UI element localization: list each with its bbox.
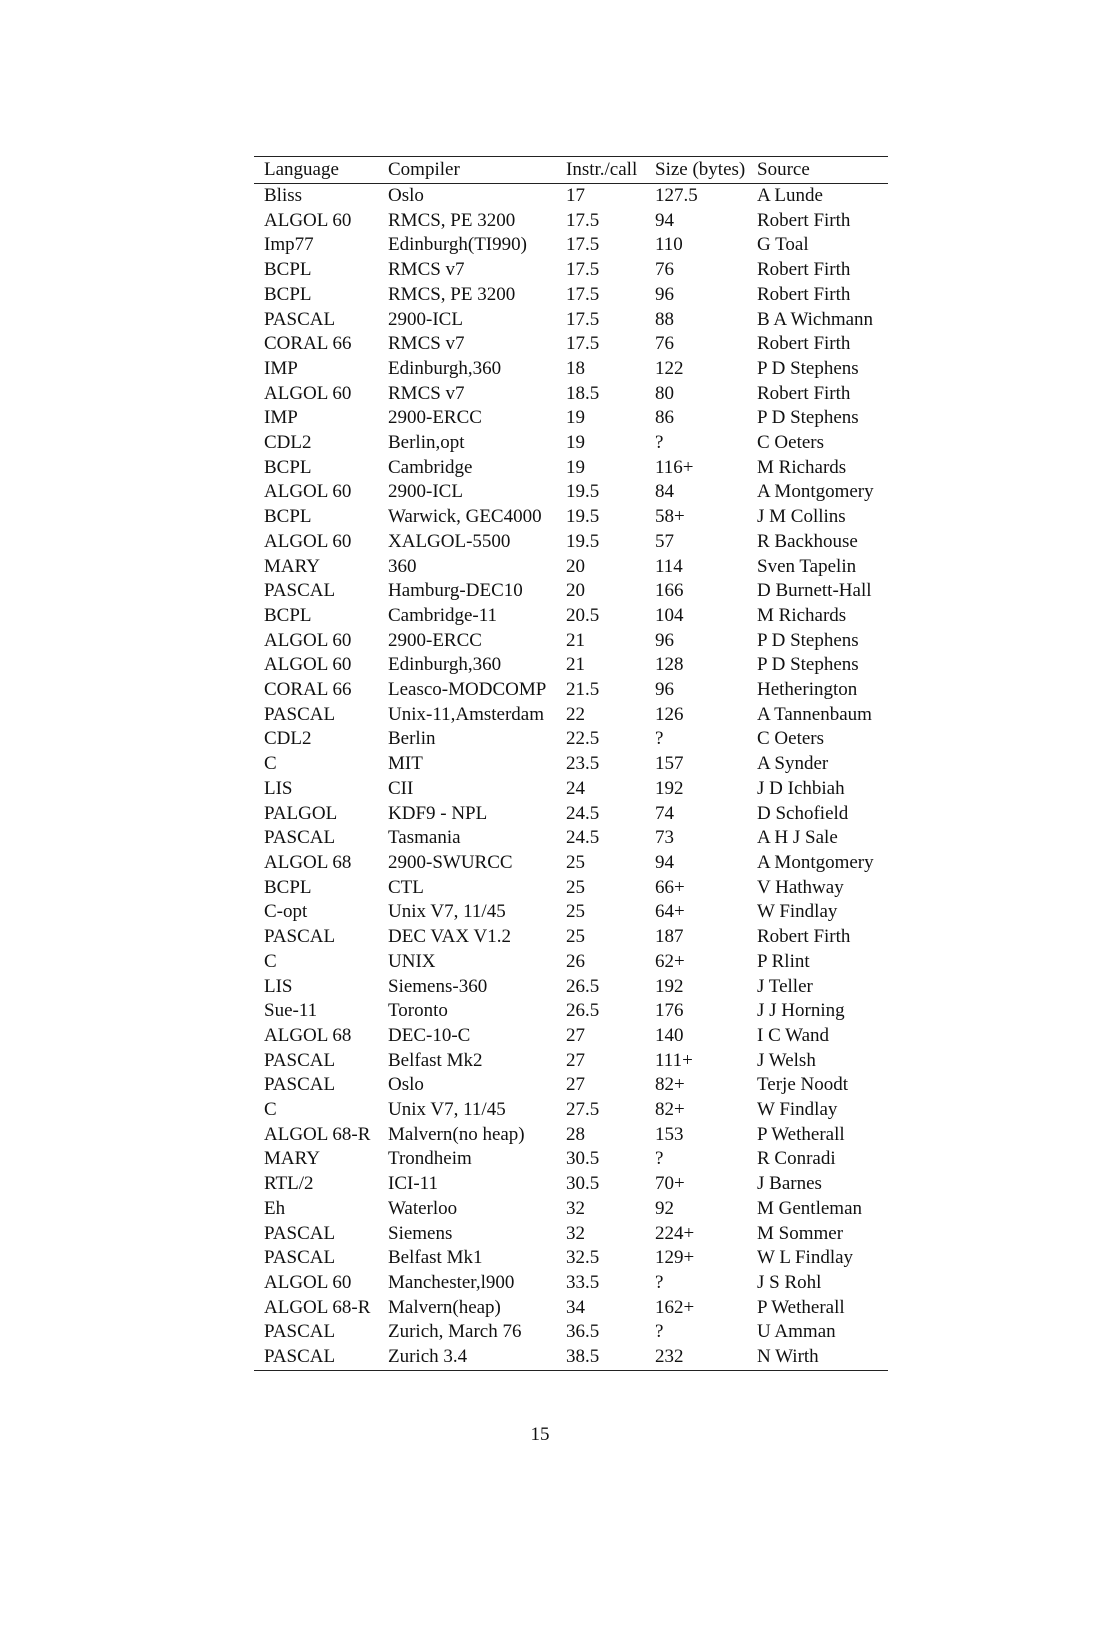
cell-source: J Teller [757,975,813,997]
cell-instr-per-call: 17.5 [566,333,600,355]
cell-size-bytes: ? [655,432,664,454]
cell-language: ALGOL 60 [264,209,352,231]
table-row [254,1320,888,1345]
cell-compiler: Unix V7, 11/45 [388,1099,506,1121]
cell-size-bytes: 94 [655,209,674,231]
cell-compiler: Hamburg-DEC10 [388,580,523,602]
cell-source: A Lunde [757,185,823,206]
cell-compiler: Edinburgh(TI990) [388,234,527,256]
cell-source: J Barnes [757,1173,822,1195]
cell-size-bytes: 126 [655,703,684,725]
cell-source: J Welsh [757,1049,816,1071]
cell-size-bytes: 76 [655,333,674,355]
cell-size-bytes: ? [655,1321,664,1343]
cell-language: CDL2 [264,432,312,454]
cell-instr-per-call: 24 [566,777,585,799]
cell-instr-per-call: 22.5 [566,728,600,750]
cell-language: Imp77 [264,234,314,256]
cell-source: P Wetherall [757,1296,845,1318]
cell-instr-per-call: 21 [566,629,585,651]
table-row [254,1197,888,1222]
cell-compiler: Zurich, March 76 [388,1321,522,1343]
cell-compiler: Trondheim [388,1148,472,1170]
cell-source: D Schofield [757,802,849,824]
table-row [254,1345,888,1370]
cell-size-bytes: 76 [655,259,674,281]
cell-instr-per-call: 17.5 [566,283,600,305]
cell-size-bytes: 70+ [655,1173,685,1195]
cell-instr-per-call: 20 [566,555,585,577]
header-language: Language [264,158,339,180]
cell-language: IMP [264,357,298,379]
cell-language: PASCAL [264,1074,336,1096]
cell-source: R Conradi [757,1148,836,1170]
cell-language: Eh [264,1197,286,1219]
table-row [254,382,888,407]
cell-language: BCPL [264,283,312,305]
cell-size-bytes: 82+ [655,1099,685,1121]
table-row [254,1172,888,1197]
cell-size-bytes: 84 [655,481,674,503]
cell-source: D Burnett-Hall [757,580,872,602]
compiler-comparison-table-container [254,156,888,1371]
cell-compiler: MIT [388,753,423,775]
cell-size-bytes: 129+ [655,1247,695,1269]
cell-language: PASCAL [264,1049,336,1071]
cell-source: A H J Sale [757,827,838,849]
cell-language: C [264,1099,277,1121]
cell-source: J S Rohl [757,1271,822,1293]
cell-size-bytes: 127.5 [655,185,698,206]
cell-source: J M Collins [757,506,846,528]
cell-language: LIS [264,777,293,799]
cell-source: M Gentleman [757,1197,863,1219]
cell-size-bytes: 110 [655,234,683,256]
table-row [254,678,888,703]
cell-language: PASCAL [264,580,336,602]
cell-instr-per-call: 27 [566,1049,585,1071]
table-row [254,752,888,777]
cell-language: PASCAL [264,827,336,849]
cell-language: C-opt [264,901,308,923]
cell-source: G Toal [757,234,809,256]
cell-language: C [264,950,277,972]
cell-compiler: Unix V7, 11/45 [388,901,506,923]
cell-compiler: Tasmania [388,827,461,849]
table-row [254,406,888,431]
cell-instr-per-call: 38.5 [566,1346,600,1368]
cell-instr-per-call: 19.5 [566,530,600,552]
table-row [254,1147,888,1172]
cell-language: BCPL [264,876,312,898]
cell-compiler: Malvern(no heap) [388,1123,525,1145]
cell-compiler: Belfast Mk1 [388,1247,483,1269]
cell-instr-per-call: 18 [566,357,585,379]
cell-instr-per-call: 30.5 [566,1148,600,1170]
cell-size-bytes: 82+ [655,1074,685,1096]
cell-source: Sven Tapelin [757,555,857,577]
cell-size-bytes: 94 [655,851,674,873]
cell-compiler: 2900-SWURCC [388,851,513,873]
cell-source: A Montgomery [757,481,874,503]
cell-compiler: Edinburgh,360 [388,654,502,676]
cell-language: CORAL 66 [264,679,352,701]
table-row [254,357,888,382]
cell-compiler: ICI-11 [388,1173,438,1195]
cell-compiler: RMCS, PE 3200 [388,209,516,231]
cell-instr-per-call: 18.5 [566,382,600,404]
table-row [254,579,888,604]
cell-source: A Tannenbaum [757,703,872,725]
cell-source: N Wirth [757,1346,819,1368]
table-row [254,1222,888,1247]
cell-compiler: XALGOL-5500 [388,530,511,552]
cell-compiler: Malvern(heap) [388,1296,501,1318]
cell-size-bytes: 176 [655,1000,684,1022]
cell-compiler: 360 [388,555,417,577]
cell-source: Terje Noodt [757,1074,849,1096]
cell-compiler: 2900-ICL [388,308,463,330]
cell-compiler: Belfast Mk2 [388,1049,483,1071]
cell-size-bytes: 66+ [655,876,685,898]
cell-instr-per-call: 25 [566,876,585,898]
header-instr-per-call: Instr./call [566,158,638,180]
cell-language: ALGOL 60 [264,530,352,552]
cell-source: C Oeters [757,728,825,750]
cell-language: IMP [264,407,298,429]
cell-compiler: Waterloo [388,1197,458,1219]
table-row [254,1246,888,1271]
cell-instr-per-call: 25 [566,901,585,923]
cell-size-bytes: 62+ [655,950,685,972]
cell-instr-per-call: 20.5 [566,604,600,626]
cell-language: ALGOL 60 [264,481,352,503]
cell-instr-per-call: 32.5 [566,1247,600,1269]
cell-size-bytes: 232 [655,1346,684,1368]
cell-compiler: RMCS v7 [388,333,465,355]
cell-compiler: 2900-ICL [388,481,463,503]
cell-language: C [264,753,277,775]
cell-source: P Wetherall [757,1123,845,1145]
cell-language: MARY [264,555,320,577]
cell-instr-per-call: 26.5 [566,1000,600,1022]
cell-instr-per-call: 26 [566,950,585,972]
cell-source: B A Wichmann [757,308,874,330]
cell-instr-per-call: 25 [566,926,585,948]
cell-size-bytes: 114 [655,555,683,577]
cell-source: M Richards [757,604,847,626]
cell-size-bytes: ? [655,728,664,750]
cell-compiler: 2900-ERCC [388,629,482,651]
cell-compiler: DEC VAX V1.2 [388,926,511,948]
table-row [254,209,888,234]
table-row [254,975,888,1000]
cell-source: P Rlint [757,950,810,972]
cell-language: PASCAL [264,1222,336,1244]
cell-instr-per-call: 24.5 [566,827,600,849]
cell-instr-per-call: 27 [566,1024,585,1046]
cell-compiler: RMCS v7 [388,382,465,404]
table-row [254,258,888,283]
cell-source: A Montgomery [757,851,874,873]
cell-language: Sue-11 [264,1000,318,1022]
cell-instr-per-call: 19 [566,432,585,454]
cell-size-bytes: 104 [655,604,684,626]
cell-compiler: Siemens-360 [388,975,488,997]
cell-source: C Oeters [757,432,825,454]
cell-source: U Amman [757,1321,836,1343]
cell-instr-per-call: 34 [566,1296,585,1318]
cell-source: Robert Firth [757,283,851,305]
cell-size-bytes: 57 [655,530,674,552]
cell-compiler: RMCS v7 [388,259,465,281]
cell-source: P D Stephens [757,407,859,429]
cell-source: J D Ichbiah [757,777,845,799]
compiler-comparison-table [254,156,888,1371]
cell-instr-per-call: 17.5 [566,234,600,256]
cell-compiler: Manchester,l900 [388,1271,515,1293]
cell-language: ALGOL 68 [264,1024,352,1046]
cell-instr-per-call: 32 [566,1222,585,1244]
cell-compiler: Oslo [388,1074,424,1096]
cell-instr-per-call: 25 [566,851,585,873]
cell-size-bytes: 88 [655,308,674,330]
table-row [254,1271,888,1296]
cell-size-bytes: 96 [655,629,674,651]
cell-instr-per-call: 22 [566,703,585,725]
cell-language: CORAL 66 [264,333,352,355]
cell-compiler: RMCS, PE 3200 [388,283,516,305]
cell-language: PASCAL [264,1247,336,1269]
table-row [254,530,888,555]
table-row [254,802,888,827]
cell-language: ALGOL 60 [264,382,352,404]
table-row [254,555,888,580]
cell-instr-per-call: 30.5 [566,1173,600,1195]
cell-language: ALGOL 68 [264,851,352,873]
cell-language: BCPL [264,604,312,626]
cell-size-bytes: 153 [655,1123,684,1145]
header-size-bytes: Size (bytes) [655,158,746,180]
cell-compiler: Cambridge-11 [388,604,498,626]
cell-language: RTL/2 [264,1173,314,1195]
cell-size-bytes: 73 [655,827,674,849]
table-row [254,826,888,851]
cell-size-bytes: 187 [655,926,684,948]
cell-source: R Backhouse [757,530,858,552]
cell-language: ALGOL 60 [264,654,352,676]
cell-size-bytes: 74 [655,802,674,824]
cell-size-bytes: 80 [655,382,674,404]
cell-compiler: Unix-11,Amsterdam [388,703,545,725]
cell-source: M Richards [757,456,847,478]
cell-compiler: CII [388,777,414,799]
cell-size-bytes: 162+ [655,1296,695,1318]
cell-compiler: 2900-ERCC [388,407,482,429]
cell-size-bytes: 96 [655,283,674,305]
cell-language: PASCAL [264,308,336,330]
cell-language: ALGOL 60 [264,1271,352,1293]
cell-size-bytes: 166 [655,580,684,602]
cell-source: Robert Firth [757,333,851,355]
cell-source: J J Horning [757,1000,845,1022]
cell-language: PASCAL [264,1346,336,1368]
table-row [254,876,888,901]
cell-instr-per-call: 17 [566,185,585,206]
table-row [254,1296,888,1321]
cell-language: CDL2 [264,728,312,750]
cell-compiler: DEC-10-C [388,1024,471,1046]
cell-source: W L Findlay [757,1247,854,1269]
cell-instr-per-call: 17.5 [566,259,600,281]
cell-instr-per-call: 17.5 [566,209,600,231]
table-row [254,1073,888,1098]
header-source: Source [757,158,810,180]
cell-language: ALGOL 68-R [264,1296,371,1318]
table-row [254,999,888,1024]
cell-source: M Sommer [757,1222,844,1244]
cell-size-bytes: 64+ [655,901,685,923]
cell-language: MARY [264,1148,320,1170]
cell-instr-per-call: 26.5 [566,975,600,997]
cell-size-bytes: 92 [655,1197,674,1219]
table-row [254,703,888,728]
cell-instr-per-call: 23.5 [566,753,600,775]
cell-compiler: Leasco-MODCOMP [388,679,547,701]
cell-source: Robert Firth [757,926,851,948]
table-row [254,1024,888,1049]
cell-instr-per-call: 24.5 [566,802,600,824]
cell-instr-per-call: 28 [566,1123,585,1145]
cell-source: Robert Firth [757,382,851,404]
cell-compiler: Toronto [388,1000,448,1022]
table-row [254,900,888,925]
cell-size-bytes: ? [655,1271,664,1293]
cell-compiler: Edinburgh,360 [388,357,502,379]
cell-compiler: Siemens [388,1222,453,1244]
cell-compiler: KDF9 - NPL [388,802,488,824]
cell-size-bytes: ? [655,1148,664,1170]
cell-size-bytes: 122 [655,357,684,379]
table-row [254,431,888,456]
cell-size-bytes: 96 [655,679,674,701]
cell-language: BCPL [264,506,312,528]
cell-source: Robert Firth [757,209,851,231]
cell-size-bytes: 116+ [655,456,694,478]
table-row [254,1049,888,1074]
table-row [254,1123,888,1148]
cell-size-bytes: 224+ [655,1222,695,1244]
table-row [254,308,888,333]
page-number: 15 [530,1424,550,1445]
cell-source: V Hathway [757,876,844,898]
cell-language: PASCAL [264,1321,336,1343]
cell-source: Robert Firth [757,259,851,281]
cell-instr-per-call: 21.5 [566,679,600,701]
cell-instr-per-call: 19.5 [566,506,600,528]
cell-language: LIS [264,975,293,997]
table-row [254,332,888,357]
cell-source: I C Wand [757,1024,830,1046]
cell-size-bytes: 128 [655,654,684,676]
table-row [254,851,888,876]
table-row [254,1098,888,1123]
table-row [254,653,888,678]
table-row [254,925,888,950]
cell-source: P D Stephens [757,654,859,676]
table-row [254,456,888,481]
cell-compiler: Berlin [388,728,436,750]
cell-instr-per-call: 36.5 [566,1321,600,1343]
cell-instr-per-call: 17.5 [566,308,600,330]
cell-language: PASCAL [264,703,336,725]
cell-language: Bliss [264,185,303,206]
cell-size-bytes: 157 [655,753,684,775]
table-row [254,777,888,802]
cell-instr-per-call: 21 [566,654,585,676]
table-header-row [254,157,888,184]
cell-compiler: UNIX [388,950,436,972]
table-row [254,283,888,308]
cell-source: W Findlay [757,901,838,923]
cell-source: A Synder [757,753,829,775]
table-row [254,604,888,629]
cell-instr-per-call: 33.5 [566,1271,600,1293]
cell-size-bytes: 86 [655,407,674,429]
cell-size-bytes: 140 [655,1024,684,1046]
cell-language: BCPL [264,456,312,478]
cell-compiler: Warwick, GEC4000 [388,506,542,528]
cell-source: W Findlay [757,1099,838,1121]
table-row [254,629,888,654]
cell-size-bytes: 192 [655,777,684,799]
header-compiler: Compiler [388,158,460,180]
cell-compiler: CTL [388,876,424,898]
cell-source: Hetherington [757,679,858,701]
cell-size-bytes: 111+ [655,1049,693,1071]
cell-instr-per-call: 19 [566,456,585,478]
cell-compiler: Oslo [388,185,424,206]
table-row [254,480,888,505]
cell-language: PALGOL [264,802,338,824]
cell-instr-per-call: 27 [566,1074,585,1096]
table-row [254,727,888,752]
cell-compiler: Cambridge [388,456,473,478]
cell-compiler: Zurich 3.4 [388,1346,468,1368]
cell-size-bytes: 58+ [655,506,685,528]
table-row [254,505,888,530]
cell-instr-per-call: 19 [566,407,585,429]
cell-source: P D Stephens [757,629,859,651]
cell-instr-per-call: 32 [566,1197,585,1219]
table-body [254,184,888,1371]
cell-language: BCPL [264,259,312,281]
cell-compiler: Berlin,opt [388,432,465,454]
cell-language: ALGOL 68-R [264,1123,371,1145]
cell-instr-per-call: 19.5 [566,481,600,503]
cell-language: ALGOL 60 [264,629,352,651]
table-row [254,233,888,258]
cell-instr-per-call: 27.5 [566,1099,600,1121]
table-row [254,950,888,975]
cell-source: P D Stephens [757,357,859,379]
cell-language: PASCAL [264,926,336,948]
cell-instr-per-call: 20 [566,580,585,602]
cell-size-bytes: 192 [655,975,684,997]
table-row [254,184,888,209]
